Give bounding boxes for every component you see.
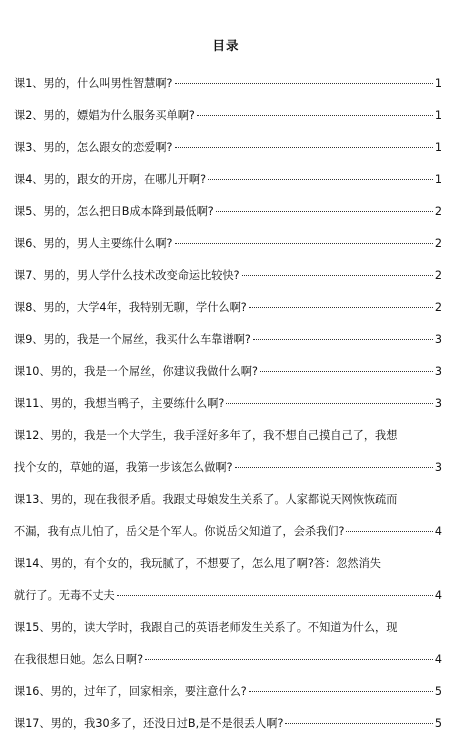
toc-entry-title: 课15、男的，读大学时，我跟自己的英语老师发生关系了。不知道为什么，现: [14, 621, 398, 634]
page-number: 2: [434, 205, 442, 218]
toc-entry-line: [14, 676, 442, 708]
page-number: 2: [434, 237, 442, 250]
toc-entry-title: 课2、男的，嫖娼为什么服务买单啊?: [14, 109, 195, 122]
toc-entry-title: 课6、男的，男人主要练什么啊?: [14, 237, 173, 250]
dot-leader: [235, 466, 433, 468]
page-number: 1: [434, 109, 442, 122]
toc-entry-line: [14, 324, 442, 356]
toc-entry[interactable]: [14, 68, 442, 100]
toc-entry[interactable]: [14, 100, 442, 132]
toc-entry[interactable]: [14, 676, 442, 708]
toc-entry[interactable]: [14, 292, 442, 324]
toc-entry-line: [14, 68, 442, 100]
toc-entry-title: 课17、男的，我30多了，还没日过B,是不是很丢人啊?: [14, 717, 284, 730]
toc-entry[interactable]: [14, 484, 442, 548]
dot-leader: [145, 658, 433, 660]
page-number: 5: [434, 685, 442, 698]
toc-entry[interactable]: [14, 612, 442, 676]
toc-entry-line: [14, 260, 442, 292]
page-number: 3: [434, 461, 442, 474]
toc-entry-line: [14, 452, 442, 484]
toc-entry[interactable]: [14, 420, 442, 484]
dot-leader: [346, 530, 432, 532]
table-of-contents: [14, 68, 442, 740]
toc-entry-title: 课9、男的，我是一个屌丝，我买什么车靠谱啊?: [14, 333, 251, 346]
toc-entry[interactable]: [14, 388, 442, 420]
page-number: 2: [434, 301, 442, 314]
toc-entry[interactable]: [14, 132, 442, 164]
dot-leader: [226, 402, 433, 404]
toc-entry[interactable]: [14, 196, 442, 228]
toc-entry-title: 课1、男的，什么叫男性智慧啊?: [14, 77, 173, 90]
page-number: 4: [434, 653, 442, 666]
toc-entry[interactable]: [14, 164, 442, 196]
toc-entry-title: 课12、男的，我是一个大学生，我手淫好多年了，我不想自己摸自己了，我想: [14, 429, 398, 442]
toc-entry[interactable]: [14, 356, 442, 388]
toc-entry-line: [14, 388, 442, 420]
toc-entry-line: [14, 580, 442, 612]
page-number: 1: [434, 77, 442, 90]
page-number: 3: [434, 365, 442, 378]
page-number: 5: [434, 717, 442, 730]
dot-leader: [197, 114, 433, 116]
dot-leader: [249, 690, 433, 692]
toc-entry-line: [14, 196, 442, 228]
toc-entry-title: 课16、男的，过年了，回家相亲，要注意什么?: [14, 685, 247, 698]
toc-entry-title: 课13、男的，现在我很矛盾。我跟丈母娘发生关系了。人家都说天网恢恢疏而: [14, 493, 398, 506]
dot-leader: [175, 82, 433, 84]
toc-entry-line: [14, 228, 442, 260]
dot-leader: [285, 722, 432, 724]
toc-entry-title: 课5、男的，怎么把日B成本降到最低啊?: [14, 205, 214, 218]
toc-entry-line: [14, 708, 442, 740]
dot-leader: [260, 370, 433, 372]
toc-entry-title: 课7、男的，男人学什么技术改变命运比较快?: [14, 269, 240, 282]
toc-entry-title: 课3、男的，怎么跟女的恋爱啊?: [14, 141, 173, 154]
toc-entry[interactable]: [14, 548, 442, 612]
dot-leader: [249, 306, 433, 308]
toc-entry-title: 课4、男的，跟女的开房，在哪儿开啊?: [14, 173, 207, 186]
page-number: 1: [434, 173, 442, 186]
page-number: 3: [434, 333, 442, 346]
page-number: 4: [434, 589, 442, 602]
toc-entry-line: [14, 516, 442, 548]
dot-leader: [117, 594, 433, 596]
toc-entry-title-continued: 在我很想日她。怎么日啊?: [14, 653, 144, 666]
dot-leader: [242, 274, 433, 276]
toc-entry-line: [14, 164, 442, 196]
toc-title: 目录: [212, 38, 240, 53]
dot-leader: [253, 338, 433, 340]
toc-entry-line: [14, 100, 442, 132]
toc-entry-title: 课11、男的，我想当鸭子，主要练什么啊?: [14, 397, 225, 410]
toc-entry-line: [14, 644, 442, 676]
dot-leader: [208, 178, 433, 180]
toc-entry-title: 课8、男的，大学4年，我特别无聊，学什么啊?: [14, 301, 247, 314]
dot-leader: [175, 146, 433, 148]
toc-entry-title-continued: 不漏，我有点儿怕了，岳父是个军人。你说岳父知道了，会杀我们?: [14, 525, 345, 538]
toc-entry-line: [14, 292, 442, 324]
toc-entry[interactable]: [14, 228, 442, 260]
page-number: 4: [434, 525, 442, 538]
dot-leader: [175, 242, 433, 244]
toc-entry-title-continued: 找个女的，草她的逼，我第一步该怎么做啊?: [14, 461, 233, 474]
toc-entry[interactable]: [14, 324, 442, 356]
toc-entry-title-continued: 就行了。无毒不丈夫: [14, 589, 115, 602]
dot-leader: [216, 210, 433, 212]
toc-entry-line: [14, 356, 442, 388]
page-number: 3: [434, 397, 442, 410]
page-number: 2: [434, 269, 442, 282]
toc-entry-title: 课14、男的，有个女的，我玩腻了，不想要了，怎么甩了啊?答：忽然消失: [14, 557, 381, 570]
toc-entry-line: [14, 132, 442, 164]
toc-entry-title: 课10、男的，我是一个屌丝，你建议我做什么啊?: [14, 365, 258, 378]
toc-entry[interactable]: [14, 708, 442, 740]
page-number: 1: [434, 141, 442, 154]
toc-entry[interactable]: [14, 260, 442, 292]
